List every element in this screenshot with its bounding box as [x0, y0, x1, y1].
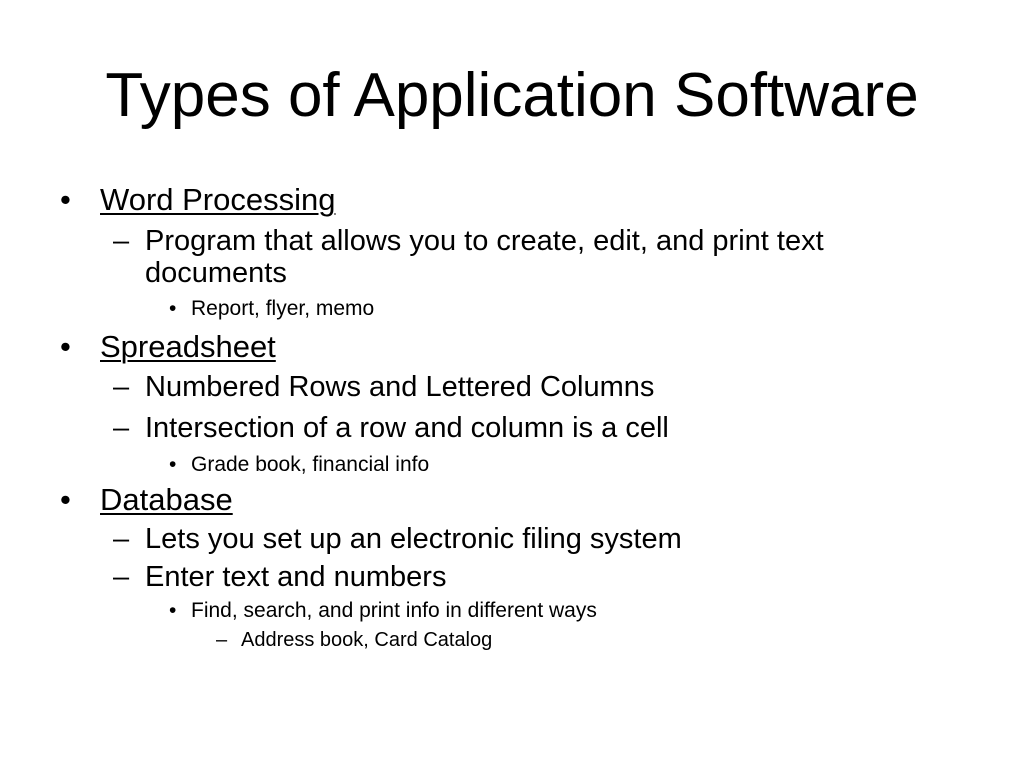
- slide-title: Types of Application Software: [105, 61, 919, 130]
- example-spreadsheet: Grade book, financial info: [191, 453, 430, 476]
- example-database: Find, search, and print info in different ways: [191, 599, 597, 622]
- dash-marker: –: [113, 523, 130, 555]
- dash-marker: –: [113, 412, 130, 444]
- section-heading-spreadsheet: Spreadsheet: [100, 329, 276, 364]
- section-heading-word-processing: Word Processing: [100, 182, 336, 217]
- dash-marker: –: [113, 371, 130, 403]
- bullet-marker: •: [169, 297, 177, 320]
- point-word-processing-1: Program that allows you to create, edit, and print text: [145, 225, 824, 257]
- bullet-marker: •: [60, 329, 71, 364]
- bullet-marker: •: [169, 599, 177, 622]
- dash-marker: –: [113, 225, 130, 257]
- dash-marker: –: [113, 561, 130, 593]
- bullet-marker: •: [60, 482, 71, 517]
- section-heading-database: Database: [100, 482, 233, 517]
- point-spreadsheet-2: Intersection of a row and column is a cell: [145, 412, 669, 444]
- dash-marker: –: [216, 629, 228, 651]
- point-word-processing-1-continued: documents: [145, 257, 287, 289]
- point-database-2: Enter text and numbers: [145, 561, 447, 593]
- sub-example-database: Address book, Card Catalog: [241, 629, 493, 651]
- point-database-1: Lets you set up an electronic filing system: [145, 523, 682, 555]
- example-word-processing: Report, flyer, memo: [191, 297, 375, 320]
- point-spreadsheet-1: Numbered Rows and Lettered Columns: [145, 371, 655, 403]
- bullet-marker: •: [60, 182, 71, 217]
- bullet-marker: •: [169, 453, 177, 476]
